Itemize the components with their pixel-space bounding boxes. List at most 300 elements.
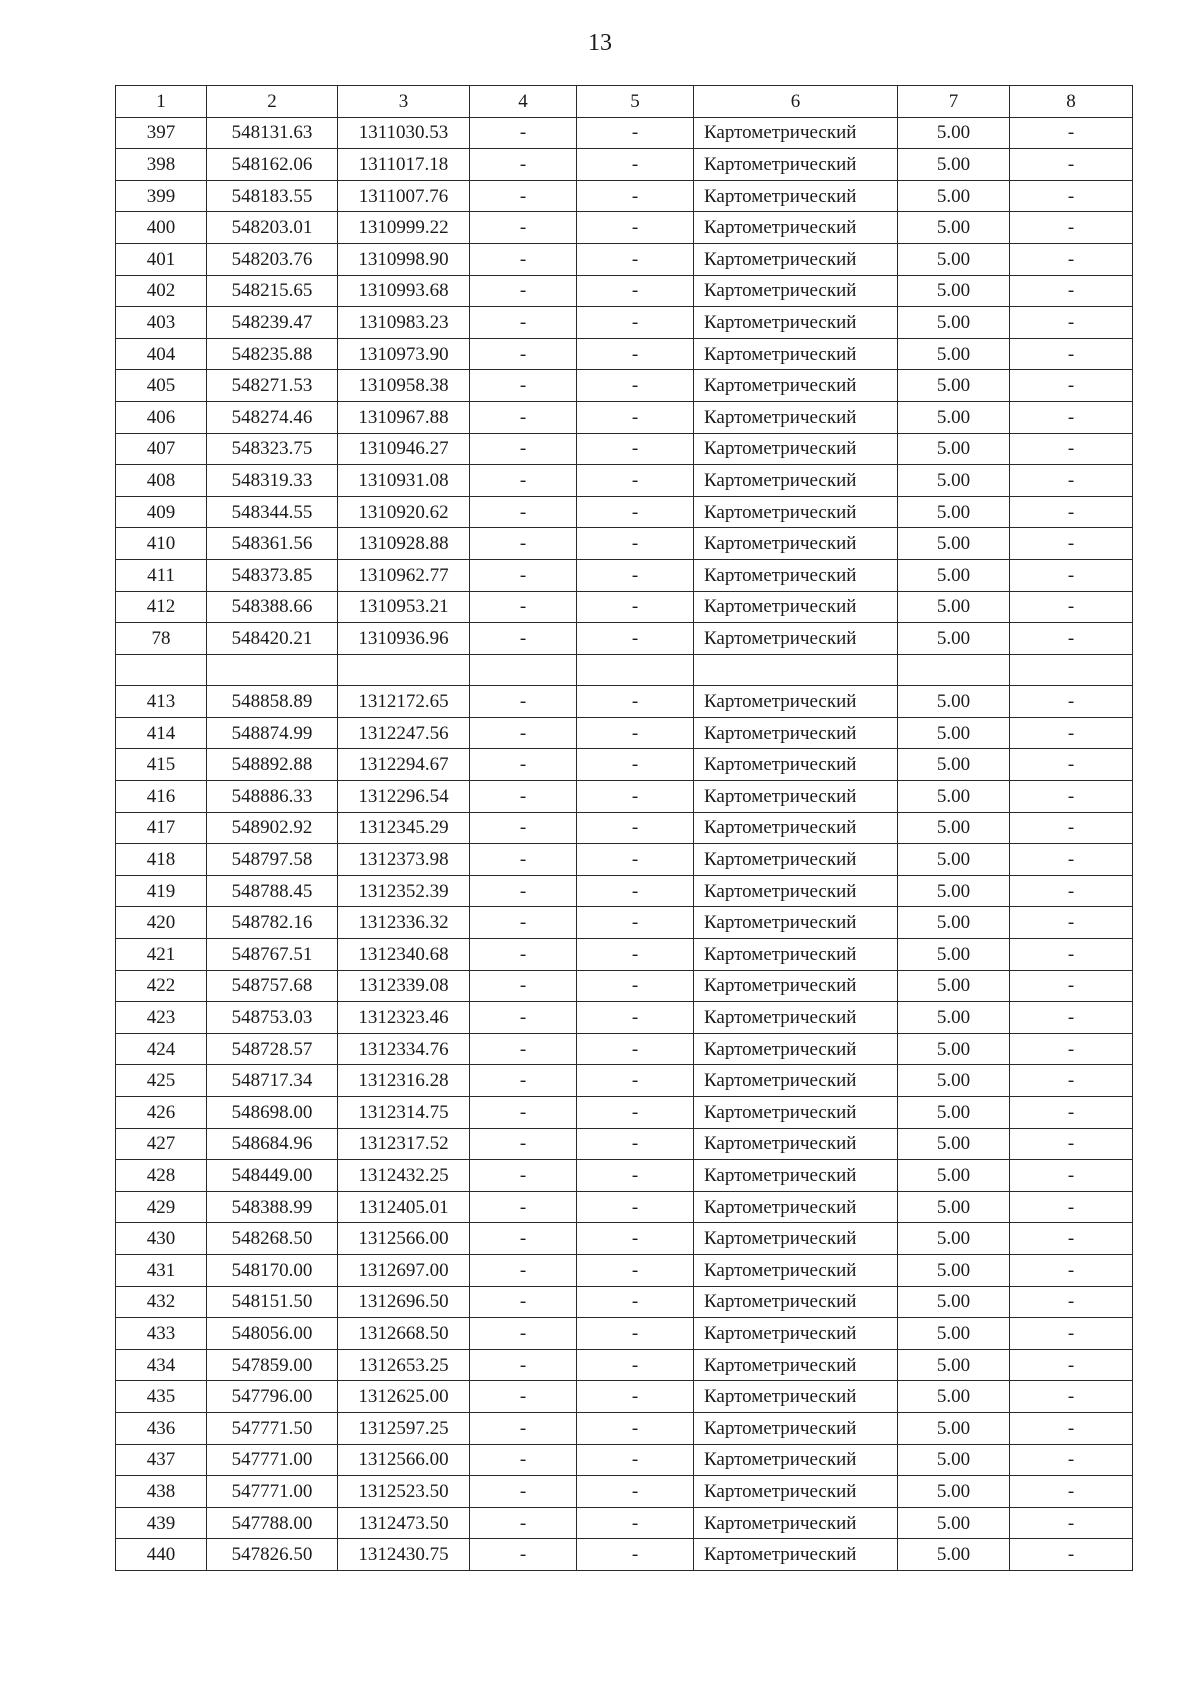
table-cell: 1312697.00 (338, 1254, 470, 1286)
table-cell: Картометрический (694, 1412, 898, 1444)
table-row (116, 1412, 1133, 1444)
table-cell: - (1010, 212, 1133, 244)
table-cell: 5.00 (898, 939, 1010, 971)
table-cell: 5.00 (898, 686, 1010, 718)
table-cell: - (470, 149, 577, 181)
table-cell: 5.00 (898, 117, 1010, 149)
table-row (116, 275, 1133, 307)
table-cell: - (1010, 370, 1133, 402)
table-cell: - (1010, 970, 1133, 1002)
table-cell: - (470, 781, 577, 813)
table-cell: 436 (116, 1412, 207, 1444)
table-cell (694, 654, 898, 686)
table-cell: - (577, 465, 694, 497)
table-cell: 547771.00 (207, 1444, 338, 1476)
table-row (116, 717, 1133, 749)
table-cell: 1312316.28 (338, 1065, 470, 1097)
table-cell: Картометрический (694, 1476, 898, 1508)
table-cell: - (470, 1191, 577, 1223)
table-cell: - (577, 1444, 694, 1476)
table-cell: - (1010, 1033, 1133, 1065)
table-cell: 406 (116, 401, 207, 433)
table-cell: 5.00 (898, 812, 1010, 844)
table-cell: - (577, 370, 694, 402)
table-cell: 417 (116, 812, 207, 844)
table-cell: 548717.34 (207, 1065, 338, 1097)
table-cell: 548131.63 (207, 117, 338, 149)
table-cell: 435 (116, 1381, 207, 1413)
table-cell: - (577, 907, 694, 939)
table-cell: - (1010, 528, 1133, 560)
table-cell: - (1010, 1286, 1133, 1318)
table-cell: Картометрический (694, 1160, 898, 1192)
table-cell: 548268.50 (207, 1223, 338, 1255)
table-cell: 5.00 (898, 243, 1010, 275)
table-cell: 420 (116, 907, 207, 939)
table-cell: 408 (116, 465, 207, 497)
table-row (116, 1191, 1133, 1223)
table-cell: - (1010, 1223, 1133, 1255)
table-row (116, 401, 1133, 433)
table-cell: - (470, 1002, 577, 1034)
header-cell: 4 (470, 86, 577, 118)
table-cell: - (1010, 338, 1133, 370)
table-cell: 5.00 (898, 1476, 1010, 1508)
table-cell: 5.00 (898, 749, 1010, 781)
table-cell: Картометрический (694, 1128, 898, 1160)
table-cell: - (1010, 496, 1133, 528)
table-cell: 5.00 (898, 623, 1010, 655)
table-cell: - (1010, 591, 1133, 623)
table-body (116, 117, 1133, 1570)
table-cell: 1312339.08 (338, 970, 470, 1002)
table-cell: 548323.75 (207, 433, 338, 465)
table-cell: - (1010, 149, 1133, 181)
table-cell: Картометрический (694, 559, 898, 591)
table-cell: - (470, 1286, 577, 1318)
table-cell: 548344.55 (207, 496, 338, 528)
table-cell: 5.00 (898, 149, 1010, 181)
table-cell: - (577, 1476, 694, 1508)
page-number: 13 (588, 30, 612, 56)
table-cell: Картометрический (694, 781, 898, 813)
table-cell (1010, 654, 1133, 686)
table-row (116, 907, 1133, 939)
table-cell: - (470, 749, 577, 781)
table-cell: 548684.96 (207, 1128, 338, 1160)
table-cell: 5.00 (898, 875, 1010, 907)
table-cell: 548767.51 (207, 939, 338, 971)
table-cell: - (470, 1254, 577, 1286)
table-cell: - (577, 401, 694, 433)
table-row (116, 623, 1133, 655)
table-cell: - (1010, 1160, 1133, 1192)
table-cell: 5.00 (898, 559, 1010, 591)
table-cell: 1312523.50 (338, 1476, 470, 1508)
table-cell: - (577, 338, 694, 370)
table-cell: - (577, 591, 694, 623)
table-cell: 1312340.68 (338, 939, 470, 971)
table-cell: - (1010, 781, 1133, 813)
table-cell: 426 (116, 1097, 207, 1129)
table-cell: 434 (116, 1349, 207, 1381)
table-cell: 424 (116, 1033, 207, 1065)
table-cell: - (470, 338, 577, 370)
table-cell: - (470, 1539, 577, 1571)
table-cell: 1312317.52 (338, 1128, 470, 1160)
table-cell: - (577, 1128, 694, 1160)
table-cell: 5.00 (898, 307, 1010, 339)
table-cell: 419 (116, 875, 207, 907)
table-cell: 548239.47 (207, 307, 338, 339)
table-cell: 5.00 (898, 1318, 1010, 1350)
table-cell: - (470, 1318, 577, 1350)
table-cell: 5.00 (898, 970, 1010, 1002)
table-cell: 1312336.32 (338, 907, 470, 939)
table-cell: - (577, 243, 694, 275)
table-cell: 412 (116, 591, 207, 623)
table-cell: - (470, 465, 577, 497)
table-row (116, 149, 1133, 181)
table-cell: Картометрический (694, 243, 898, 275)
table-cell: 1312352.39 (338, 875, 470, 907)
table-cell: - (1010, 1539, 1133, 1571)
table-cell: - (470, 717, 577, 749)
table-cell: Картометрический (694, 1002, 898, 1034)
table-cell: Картометрический (694, 591, 898, 623)
table-cell: Картометрический (694, 749, 898, 781)
table-cell: 548902.92 (207, 812, 338, 844)
table-cell: 1312696.50 (338, 1286, 470, 1318)
table-cell: 1312566.00 (338, 1223, 470, 1255)
table-cell: - (470, 1476, 577, 1508)
table-cell: 548170.00 (207, 1254, 338, 1286)
table-cell: 5.00 (898, 275, 1010, 307)
table-cell: - (1010, 243, 1133, 275)
table-row (116, 1318, 1133, 1350)
table-cell: - (577, 1539, 694, 1571)
table-cell: Картометрический (694, 907, 898, 939)
table-cell: 548215.65 (207, 275, 338, 307)
table-cell: 548449.00 (207, 1160, 338, 1192)
table-cell: 1310928.88 (338, 528, 470, 560)
table-cell: Картометрический (694, 433, 898, 465)
table-cell: 5.00 (898, 338, 1010, 370)
table-cell: 5.00 (898, 1002, 1010, 1034)
table-cell: 5.00 (898, 1254, 1010, 1286)
header-cell: 2 (207, 86, 338, 118)
header-cell: 7 (898, 86, 1010, 118)
table-cell: 1312294.67 (338, 749, 470, 781)
table-row (116, 1033, 1133, 1065)
table-cell: 5.00 (898, 180, 1010, 212)
table-cell: 5.00 (898, 433, 1010, 465)
table-cell: - (470, 528, 577, 560)
header-cell: 3 (338, 86, 470, 118)
table-cell: - (470, 907, 577, 939)
table-cell: - (577, 307, 694, 339)
table-cell: 548728.57 (207, 1033, 338, 1065)
table-cell: - (1010, 117, 1133, 149)
table-row (116, 1097, 1133, 1129)
coordinates-table (115, 85, 1133, 1571)
table-cell: - (577, 1381, 694, 1413)
table-row (116, 749, 1133, 781)
table-cell: 548388.66 (207, 591, 338, 623)
table-cell: 400 (116, 212, 207, 244)
table-cell: - (577, 781, 694, 813)
table-cell: 1311030.53 (338, 117, 470, 149)
table-cell: - (577, 180, 694, 212)
table-row (116, 559, 1133, 591)
table-header (116, 86, 1133, 118)
table-cell: 548757.68 (207, 970, 338, 1002)
table-cell: 5.00 (898, 496, 1010, 528)
table-cell: 433 (116, 1318, 207, 1350)
table-cell: 5.00 (898, 717, 1010, 749)
table-cell: Картометрический (694, 1065, 898, 1097)
table-cell: 401 (116, 243, 207, 275)
table-cell: - (577, 1160, 694, 1192)
table-cell: - (470, 812, 577, 844)
table-cell: 548874.99 (207, 717, 338, 749)
table-cell: Картометрический (694, 1349, 898, 1381)
table-cell: 1312405.01 (338, 1191, 470, 1223)
table-cell: 440 (116, 1539, 207, 1571)
table-cell: - (577, 149, 694, 181)
table-cell: 548056.00 (207, 1318, 338, 1350)
table-cell: 413 (116, 686, 207, 718)
table-row (116, 496, 1133, 528)
table-cell: Картометрический (694, 1444, 898, 1476)
table-cell: 399 (116, 180, 207, 212)
table-cell: 548788.45 (207, 875, 338, 907)
table-cell: - (1010, 559, 1133, 591)
table-row (116, 939, 1133, 971)
table-cell: - (470, 307, 577, 339)
table-cell: 422 (116, 970, 207, 1002)
table-cell: 548235.88 (207, 338, 338, 370)
table-row (116, 1444, 1133, 1476)
table-cell: Картометрический (694, 623, 898, 655)
header-cell: 5 (577, 86, 694, 118)
table-cell: 548271.53 (207, 370, 338, 402)
table-cell: 411 (116, 559, 207, 591)
table-cell: 548753.03 (207, 1002, 338, 1034)
table-cell: - (1010, 1349, 1133, 1381)
table-cell: - (470, 591, 577, 623)
table-cell: Картометрический (694, 1318, 898, 1350)
table-cell: - (1010, 1097, 1133, 1129)
table-cell: 432 (116, 1286, 207, 1318)
table-row (116, 212, 1133, 244)
table-cell: 1312296.54 (338, 781, 470, 813)
table-cell: - (1010, 1128, 1133, 1160)
table-cell: 1312373.98 (338, 844, 470, 876)
table-cell: - (577, 1412, 694, 1444)
table-cell: - (470, 117, 577, 149)
table-cell: 416 (116, 781, 207, 813)
table-cell: Картометрический (694, 970, 898, 1002)
table-cell: 398 (116, 149, 207, 181)
table-cell: - (1010, 401, 1133, 433)
table-cell: - (1010, 1318, 1133, 1350)
table-row (116, 1476, 1133, 1508)
table-cell: 1310998.90 (338, 243, 470, 275)
table-cell: - (577, 528, 694, 560)
table-cell: 5.00 (898, 528, 1010, 560)
table-cell: - (1010, 1507, 1133, 1539)
table-cell: - (470, 1412, 577, 1444)
table-cell: Картометрический (694, 338, 898, 370)
table-cell: 547859.00 (207, 1349, 338, 1381)
table-cell: - (1010, 844, 1133, 876)
table-cell: - (470, 212, 577, 244)
table-row (116, 1128, 1133, 1160)
table-cell: - (577, 1349, 694, 1381)
table-cell: 548361.56 (207, 528, 338, 560)
table-cell: 410 (116, 528, 207, 560)
table-cell: Картометрический (694, 1381, 898, 1413)
table-cell: Картометрический (694, 1507, 898, 1539)
table-cell: Картометрический (694, 180, 898, 212)
table-cell: - (1010, 939, 1133, 971)
header-cell: 1 (116, 86, 207, 118)
table-cell: 1310999.22 (338, 212, 470, 244)
table-cell: - (577, 844, 694, 876)
table-cell: 547826.50 (207, 1539, 338, 1571)
table-cell: 1312668.50 (338, 1318, 470, 1350)
table-cell: - (1010, 275, 1133, 307)
table-row (116, 1286, 1133, 1318)
table-cell: - (470, 401, 577, 433)
table-cell: - (577, 812, 694, 844)
table-cell: 548698.00 (207, 1097, 338, 1129)
table-cell: 5.00 (898, 1223, 1010, 1255)
table-cell: 5.00 (898, 1160, 1010, 1192)
table-cell: - (1010, 1412, 1133, 1444)
table-cell: 548892.88 (207, 749, 338, 781)
table-cell: 1310967.88 (338, 401, 470, 433)
table-row (116, 686, 1133, 718)
table-cell: 5.00 (898, 1349, 1010, 1381)
table-cell: - (1010, 717, 1133, 749)
table-cell: - (577, 1033, 694, 1065)
table-cell: - (577, 749, 694, 781)
table-cell: 547788.00 (207, 1507, 338, 1539)
table-cell: - (577, 1191, 694, 1223)
table-cell: - (577, 686, 694, 718)
table-cell: - (1010, 1444, 1133, 1476)
table-cell: 548858.89 (207, 686, 338, 718)
table-cell: - (1010, 875, 1133, 907)
table-cell: 5.00 (898, 1065, 1010, 1097)
table-cell: Картометрический (694, 528, 898, 560)
table-cell: 430 (116, 1223, 207, 1255)
table-cell: 5.00 (898, 212, 1010, 244)
table-cell: - (470, 180, 577, 212)
table-cell: 405 (116, 370, 207, 402)
table-cell: - (470, 970, 577, 1002)
table-cell: 431 (116, 1254, 207, 1286)
table-cell: - (577, 559, 694, 591)
table-row (116, 654, 1133, 686)
table-cell: - (470, 1223, 577, 1255)
table-cell: - (577, 1318, 694, 1350)
table-cell: 437 (116, 1444, 207, 1476)
table-cell: 425 (116, 1065, 207, 1097)
table-cell: 1312314.75 (338, 1097, 470, 1129)
table-cell: - (470, 1349, 577, 1381)
table-cell: 427 (116, 1128, 207, 1160)
table-cell: Картометрический (694, 686, 898, 718)
table-cell: - (1010, 1002, 1133, 1034)
table-cell (898, 654, 1010, 686)
table-row (116, 433, 1133, 465)
table-cell: 5.00 (898, 1444, 1010, 1476)
table-row (116, 781, 1133, 813)
table-cell: 547796.00 (207, 1381, 338, 1413)
table-row (116, 591, 1133, 623)
table-cell: Картометрический (694, 939, 898, 971)
table-cell: 548797.58 (207, 844, 338, 876)
table-cell: - (470, 275, 577, 307)
table-cell: 5.00 (898, 370, 1010, 402)
table-cell: - (1010, 1065, 1133, 1097)
table-cell: - (577, 623, 694, 655)
table-cell: 1310962.77 (338, 559, 470, 591)
table-cell: 5.00 (898, 1033, 1010, 1065)
table-cell: - (577, 496, 694, 528)
header-row (116, 86, 1133, 118)
table-cell: 548886.33 (207, 781, 338, 813)
table-cell: - (577, 1002, 694, 1034)
table-cell: Картометрический (694, 812, 898, 844)
table-cell: - (470, 1160, 577, 1192)
table-cell: Картометрический (694, 465, 898, 497)
table-cell: 1312430.75 (338, 1539, 470, 1571)
table-cell: 1312653.25 (338, 1349, 470, 1381)
table-cell: 1310920.62 (338, 496, 470, 528)
table-cell (577, 654, 694, 686)
table-cell: 5.00 (898, 1539, 1010, 1571)
table-cell: 548274.46 (207, 401, 338, 433)
table-cell: 404 (116, 338, 207, 370)
table-row (116, 1254, 1133, 1286)
table-cell: 1311017.18 (338, 149, 470, 181)
table-cell: - (577, 1254, 694, 1286)
table-row (116, 338, 1133, 370)
table-cell: - (577, 1286, 694, 1318)
table-cell: 547771.00 (207, 1476, 338, 1508)
table-row (116, 307, 1133, 339)
table-cell: Картометрический (694, 212, 898, 244)
header-cell: 6 (694, 86, 898, 118)
table-cell: 5.00 (898, 591, 1010, 623)
table-cell: - (470, 1381, 577, 1413)
table-cell: - (470, 433, 577, 465)
table-cell: - (1010, 623, 1133, 655)
table-row (116, 844, 1133, 876)
table-row (116, 465, 1133, 497)
table-cell: 1310931.08 (338, 465, 470, 497)
table-row (116, 1160, 1133, 1192)
table-cell: Картометрический (694, 1254, 898, 1286)
table-cell: 414 (116, 717, 207, 749)
table-cell: 1312323.46 (338, 1002, 470, 1034)
table-cell: - (577, 970, 694, 1002)
table-cell: 407 (116, 433, 207, 465)
